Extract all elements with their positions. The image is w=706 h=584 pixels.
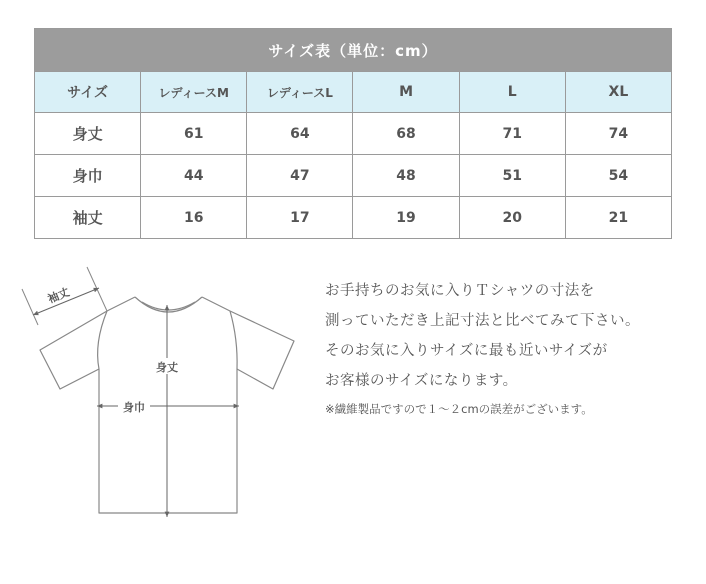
table-cell: 61 <box>141 113 247 155</box>
row-label-length: 身丈 <box>35 113 141 155</box>
sleeve-length-label: 袖丈 <box>46 285 72 306</box>
column-header-m: M <box>353 72 459 113</box>
table-cell: 44 <box>141 155 247 197</box>
row-label-sleeve: 袖丈 <box>35 197 141 239</box>
table-cell: 48 <box>353 155 459 197</box>
note-line: 測っていただき上記寸法と比べてみて下さい。 <box>325 313 640 329</box>
table-row <box>35 155 672 197</box>
table-cell: 20 <box>459 197 565 239</box>
column-header-size: サイズ <box>35 72 141 113</box>
table-cell: 17 <box>247 197 353 239</box>
column-header-ladies-l: レディースL <box>247 72 353 113</box>
table-row <box>35 113 672 155</box>
tshirt-neck-inner <box>142 302 195 310</box>
size-guide-note <box>325 276 695 422</box>
table-cell: 54 <box>565 155 671 197</box>
body-width-label: 身巾 <box>123 401 145 414</box>
sleeve-seam-right <box>230 311 237 369</box>
table-header-row <box>35 72 672 113</box>
note-line: そのお気に入りサイズに最も近いサイズが <box>325 343 608 359</box>
note-line: お客様のサイズになります。 <box>325 373 518 389</box>
column-header-l: L <box>459 72 565 113</box>
table-cell: 68 <box>353 113 459 155</box>
tshirt-diagram <box>0 255 310 535</box>
size-table <box>34 28 672 239</box>
table-title: サイズ表（単位：cm） <box>35 29 672 72</box>
table-cell: 47 <box>247 155 353 197</box>
note-line: お手持ちのお気に入りＴシャツの寸法を <box>325 283 595 299</box>
note-disclaimer: ※繊維製品ですので１〜２cmの誤差がございます。 <box>325 402 593 416</box>
table-cell: 51 <box>459 155 565 197</box>
table-cell: 19 <box>353 197 459 239</box>
table-cell: 71 <box>459 113 565 155</box>
table-row <box>35 197 672 239</box>
column-header-xl: XL <box>565 72 671 113</box>
table-cell: 64 <box>247 113 353 155</box>
table-cell: 16 <box>141 197 247 239</box>
row-label-width: 身巾 <box>35 155 141 197</box>
sleeve-seam-left <box>98 311 107 369</box>
table-cell: 74 <box>565 113 671 155</box>
table-cell: 21 <box>565 197 671 239</box>
column-header-ladies-m: レディースM <box>141 72 247 113</box>
sleeve-guide-outer <box>22 289 38 325</box>
body-length-label: 身丈 <box>156 361 178 374</box>
